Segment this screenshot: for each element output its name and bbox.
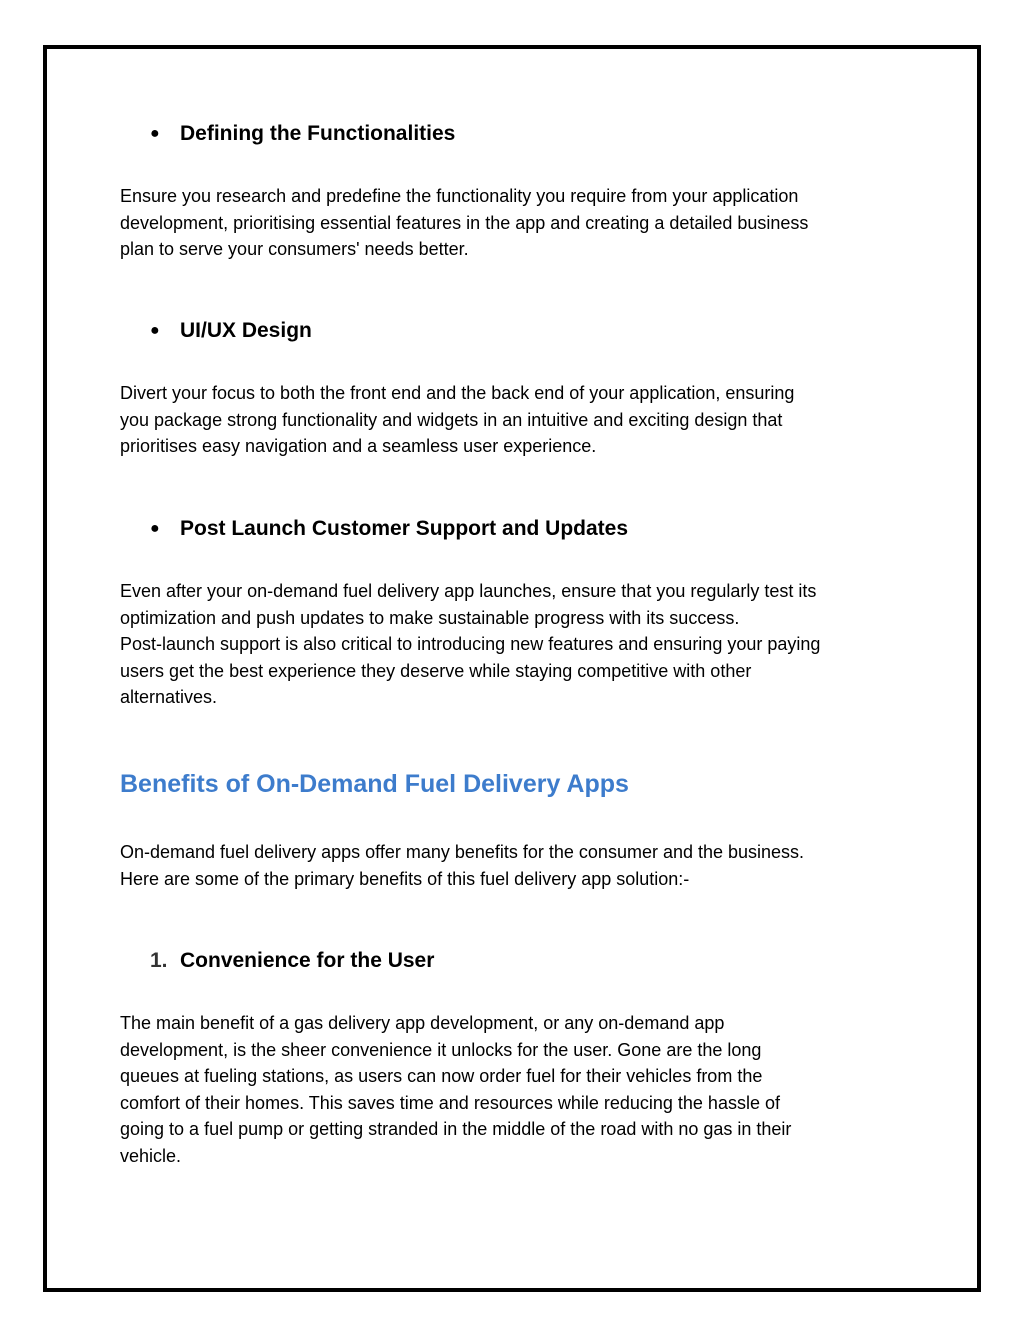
paragraph-line: comfort of their homes. This saves time and resources while reducing the hassle of <box>120 1092 780 1113</box>
paragraph-line: vehicle. <box>120 1145 182 1166</box>
paragraph-ui-ux-design <box>120 380 910 460</box>
paragraph-line: you package strong functionality and widgets in an intuitive and exciting design that <box>120 409 783 430</box>
paragraph-line: Post-launch support is also critical to introducing new features and ensuring your paying <box>120 634 821 654</box>
paragraph-line: prioritises easy navigation and a seamless user experience. <box>120 436 597 456</box>
paragraph-line: queues at fueling stations, as users can now order fuel for their vehicles from the <box>120 1066 763 1086</box>
paragraph-line: plan to serve your consumers' needs better. <box>120 239 469 259</box>
heading-defining-functionalities <box>150 121 455 147</box>
heading-text: Convenience for the User <box>180 949 435 972</box>
paragraph-line: The main benefit of a gas delivery app development, or any on-demand app <box>120 1013 725 1033</box>
paragraph-line: development, is the sheer convenience it unlocks for the user. Gone are the long <box>120 1039 762 1060</box>
bullet-icon: ● <box>150 125 160 142</box>
bullet-icon: ● <box>150 520 160 537</box>
heading-text: Post Launch Customer Support and Updates <box>180 517 629 540</box>
paragraph-line: Ensure you research and predefine the functionality you require from your application <box>120 186 799 206</box>
paragraph-line: Even after your on-demand fuel delivery app launches, ensure that you regularly test its <box>120 581 817 601</box>
paragraph-benefits-intro <box>120 839 910 892</box>
paragraph-line: optimization and push updates to make sustainable progress with its success. <box>120 607 740 628</box>
section-title-benefits: Benefits of On-Demand Fuel Delivery Apps <box>120 770 629 798</box>
list-number: 1. <box>150 949 168 972</box>
paragraph-line: users get the best experience they deserve while staying competitive with other <box>120 660 752 681</box>
paragraph-line: Here are some of the primary benefits of this fuel delivery app solution:- <box>120 868 690 889</box>
heading-text: Defining the Functionalities <box>180 122 456 145</box>
paragraph-line: going to a fuel pump or getting stranded in the middle of the road with no gas in their <box>120 1119 792 1139</box>
heading-text: UI/UX Design <box>180 319 312 342</box>
bullet-icon: ● <box>150 322 160 339</box>
paragraph-line: Divert your focus to both the front end and the back end of your application, ensuring <box>120 383 795 403</box>
paragraph-line: On-demand fuel delivery apps offer many benefits for the consumer and the business. <box>120 842 805 862</box>
paragraph-defining-functionalities <box>120 183 910 263</box>
paragraph-line: alternatives. <box>120 687 218 707</box>
heading-convenience-for-user <box>150 948 434 974</box>
paragraph-post-launch-support <box>120 578 910 711</box>
paragraph-line: development, prioritising essential features in the app and creating a detailed business <box>120 212 809 233</box>
heading-post-launch-support <box>150 516 628 542</box>
heading-ui-ux-design <box>150 318 312 344</box>
paragraph-convenience-for-user <box>120 1010 910 1169</box>
